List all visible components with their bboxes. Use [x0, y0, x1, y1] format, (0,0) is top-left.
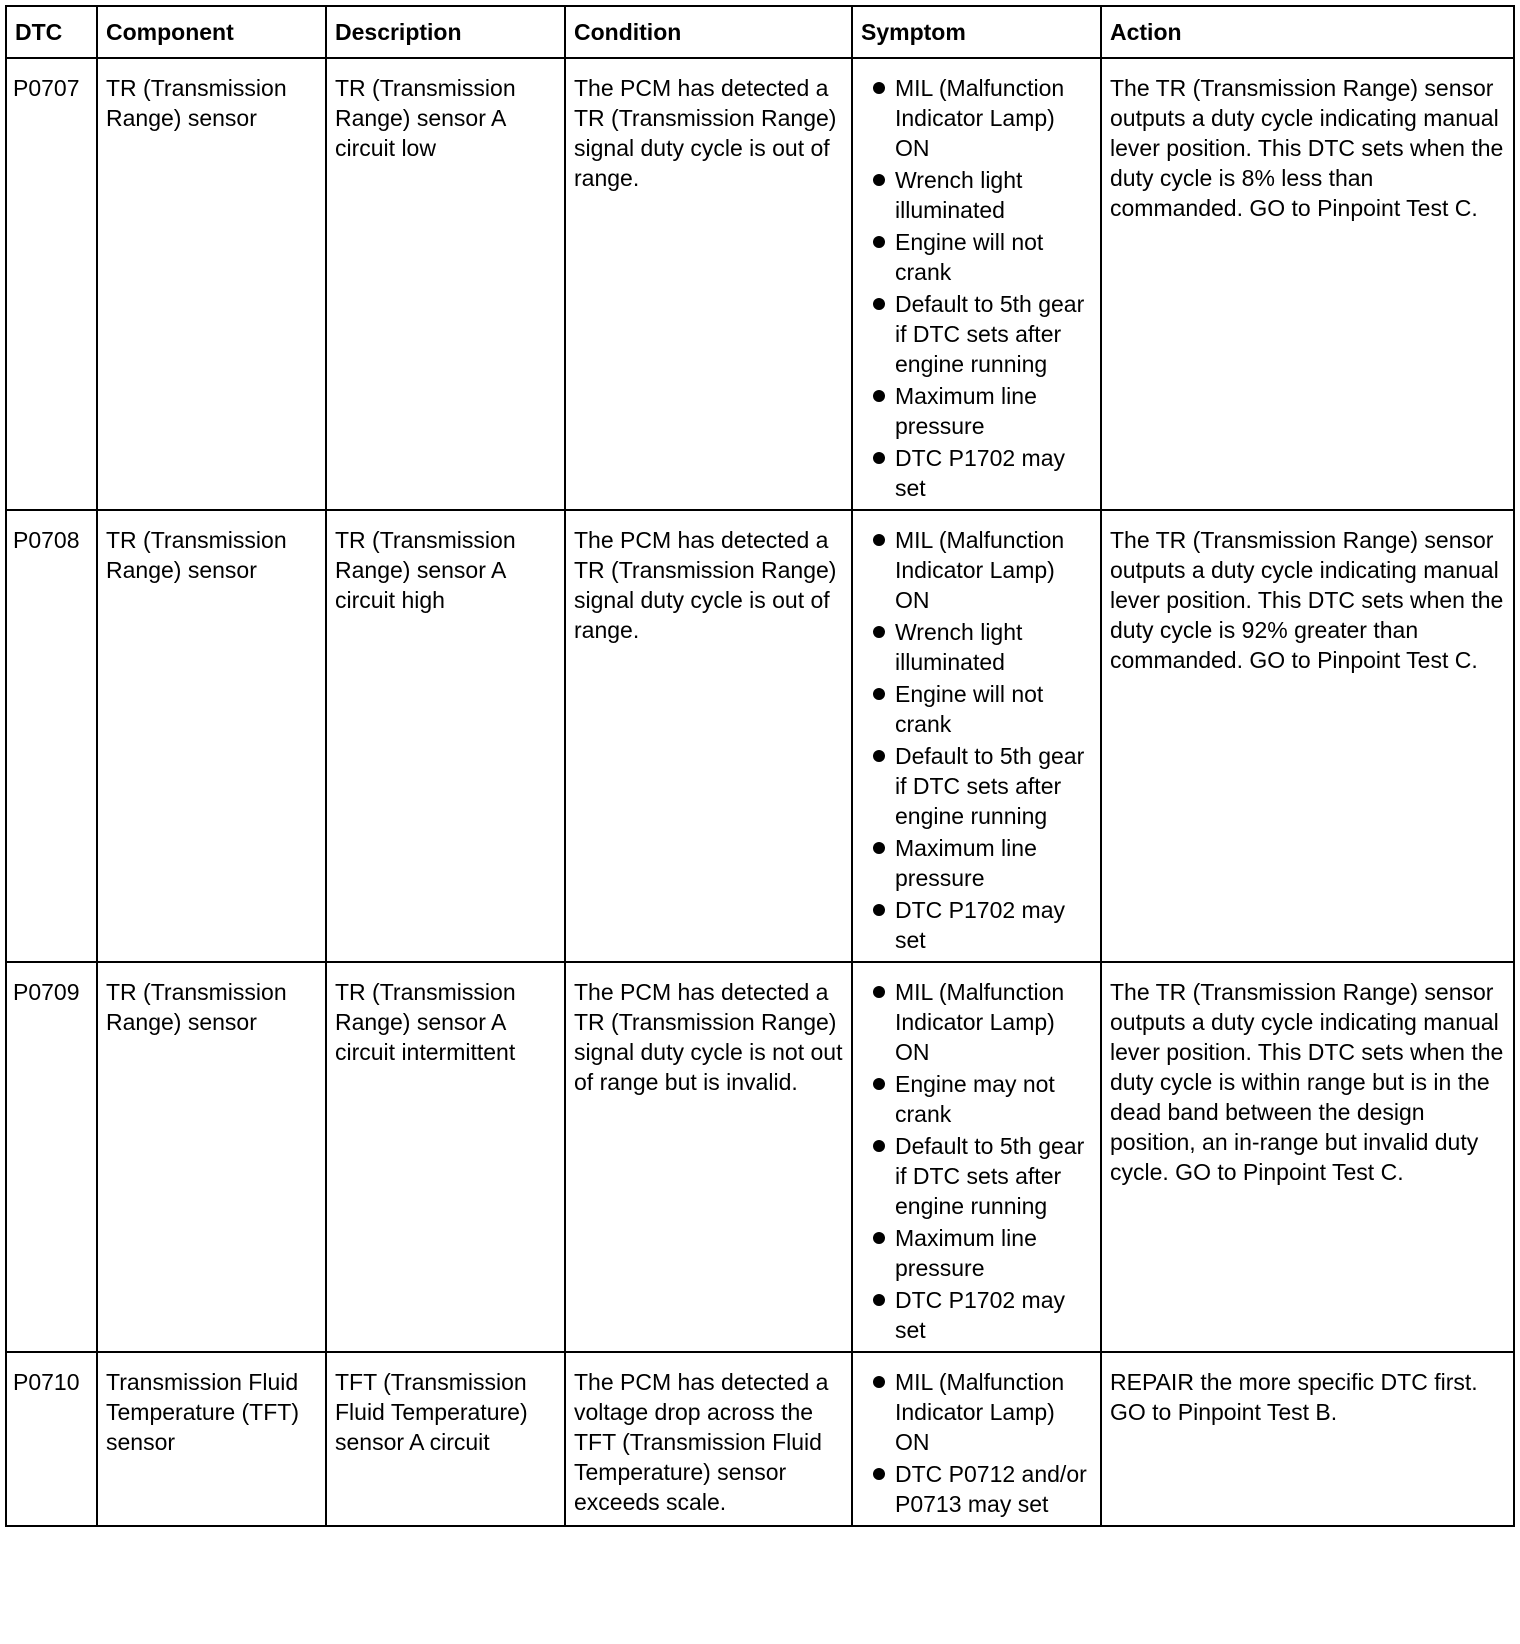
- table-row: [6, 962, 1514, 1352]
- symptom-item: DTC P1702 may set: [861, 1285, 1092, 1345]
- symptom-item: Maximum line pressure: [861, 1223, 1092, 1283]
- dtc-table: [5, 5, 1515, 1527]
- table-row: [6, 58, 1514, 510]
- symptom-cell: [852, 510, 1101, 962]
- symptom-list: [861, 73, 1092, 503]
- description-cell: TR (Transmission Range) sensor A circuit intermittent: [326, 962, 565, 1352]
- symptom-item: DTC P0712 and/or P0713 may set: [861, 1459, 1092, 1519]
- action-cell: REPAIR the more specific DTC first. GO to Pinpoint Test B.: [1101, 1352, 1514, 1526]
- component-cell: TR (Transmission Range) sensor: [97, 962, 326, 1352]
- symptom-item: Engine may not crank: [861, 1069, 1092, 1129]
- condition-cell: The PCM has detected a TR (Transmission Range) signal duty cycle is not out of range but is invalid.: [565, 962, 852, 1352]
- header-condition: Condition: [565, 6, 852, 58]
- header-action: Action: [1101, 6, 1514, 58]
- table-row: [6, 510, 1514, 962]
- condition-cell: The PCM has detected a voltage drop across the TFT (Transmission Fluid Temperature) sensor exceeds scale.: [565, 1352, 852, 1526]
- description-cell: TFT (Transmission Fluid Temperature) sensor A circuit: [326, 1352, 565, 1526]
- component-cell: Transmission Fluid Temperature (TFT) sensor: [97, 1352, 326, 1526]
- component-cell: TR (Transmission Range) sensor: [97, 510, 326, 962]
- symptom-item: DTC P1702 may set: [861, 443, 1092, 503]
- symptom-item: Wrench light illuminated: [861, 165, 1092, 225]
- condition-cell: The PCM has detected a TR (Transmission Range) signal duty cycle is out of range.: [565, 510, 852, 962]
- description-cell: TR (Transmission Range) sensor A circuit high: [326, 510, 565, 962]
- dtc-code-cell: P0708: [6, 510, 97, 962]
- action-cell: The TR (Transmission Range) sensor outputs a duty cycle indicating manual lever position. This DTC sets when the duty cycle is 92% greater than commanded. GO to Pinpoint Test C.: [1101, 510, 1514, 962]
- symptom-list: [861, 977, 1092, 1345]
- symptom-item: MIL (Malfunction Indicator Lamp) ON: [861, 73, 1092, 163]
- action-cell: The TR (Transmission Range) sensor outputs a duty cycle indicating manual lever position. This DTC sets when the duty cycle is within range but is in the dead band between the design position, an in-range but invalid duty cycle. GO to Pinpoint Test C.: [1101, 962, 1514, 1352]
- description-cell: TR (Transmission Range) sensor A circuit low: [326, 58, 565, 510]
- symptom-item: MIL (Malfunction Indicator Lamp) ON: [861, 525, 1092, 615]
- symptom-item: MIL (Malfunction Indicator Lamp) ON: [861, 1367, 1092, 1457]
- dtc-code-cell: P0710: [6, 1352, 97, 1526]
- header-row: [6, 6, 1514, 58]
- symptom-item: Maximum line pressure: [861, 381, 1092, 441]
- table-body: [6, 58, 1514, 1526]
- symptom-item: DTC P1702 may set: [861, 895, 1092, 955]
- symptom-list: [861, 525, 1092, 955]
- symptom-item: MIL (Malfunction Indicator Lamp) ON: [861, 977, 1092, 1067]
- header-symptom: Symptom: [852, 6, 1101, 58]
- symptom-item: Default to 5th gear if DTC sets after engine running: [861, 1131, 1092, 1221]
- symptom-cell: [852, 58, 1101, 510]
- header-component: Component: [97, 6, 326, 58]
- symptom-item: Default to 5th gear if DTC sets after engine running: [861, 289, 1092, 379]
- symptom-item: Default to 5th gear if DTC sets after engine running: [861, 741, 1092, 831]
- dtc-code-cell: P0709: [6, 962, 97, 1352]
- symptom-item: Wrench light illuminated: [861, 617, 1092, 677]
- action-cell: The TR (Transmission Range) sensor outputs a duty cycle indicating manual lever position. This DTC sets when the duty cycle is 8% less than commanded. GO to Pinpoint Test C.: [1101, 58, 1514, 510]
- table-row: [6, 1352, 1514, 1526]
- symptom-cell: [852, 1352, 1101, 1526]
- symptom-cell: [852, 962, 1101, 1352]
- symptom-item: Maximum line pressure: [861, 833, 1092, 893]
- component-cell: TR (Transmission Range) sensor: [97, 58, 326, 510]
- symptom-item: Engine will not crank: [861, 679, 1092, 739]
- dtc-code-cell: P0707: [6, 58, 97, 510]
- table-header: [6, 6, 1514, 58]
- header-dtc: DTC: [6, 6, 97, 58]
- symptom-item: Engine will not crank: [861, 227, 1092, 287]
- header-description: Description: [326, 6, 565, 58]
- symptom-list: [861, 1367, 1092, 1519]
- condition-cell: The PCM has detected a TR (Transmission Range) signal duty cycle is out of range.: [565, 58, 852, 510]
